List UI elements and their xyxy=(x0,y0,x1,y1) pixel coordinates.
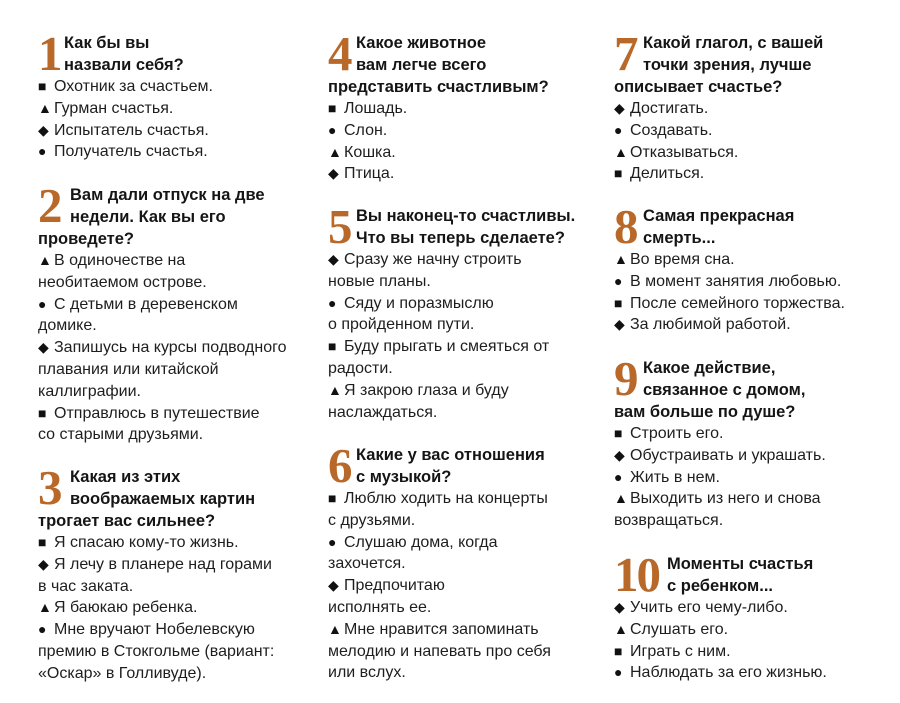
answer-text: Достигать. xyxy=(630,100,709,117)
question-title xyxy=(328,26,598,98)
answer-text: Во время сна. xyxy=(630,251,735,268)
triangle-icon: ▲ xyxy=(38,99,52,116)
question-number: 9 xyxy=(614,351,637,406)
answer-option xyxy=(614,293,894,315)
diamond-icon: ◆ xyxy=(38,555,49,572)
answer-text: необитаемом острове. xyxy=(38,273,207,291)
answer-text: Играть с ним. xyxy=(630,642,731,660)
answer-text: Жить в нем. xyxy=(630,468,720,486)
question-3 xyxy=(38,460,320,685)
question-title xyxy=(328,199,598,254)
triangle-icon: ▲ xyxy=(614,143,628,160)
answer-option xyxy=(38,294,320,338)
answer-list xyxy=(328,98,598,185)
answer-text: Отправлюсь в путешествие xyxy=(54,404,260,422)
triangle-icon: ▲ xyxy=(328,620,342,637)
question-title-line: смерть... xyxy=(643,229,716,247)
question-title-line: трогает вас сильнее? xyxy=(38,512,216,530)
question-header xyxy=(38,178,320,250)
question-title-line: Что вы теперь сделаете? xyxy=(356,229,565,247)
question-5 xyxy=(328,199,598,423)
answer-text: Предпочитаю xyxy=(344,577,445,595)
answer-list xyxy=(614,423,894,532)
triangle-icon: ▲ xyxy=(614,620,628,637)
answer-option xyxy=(328,488,598,532)
answer-option xyxy=(328,380,598,424)
circle-icon: ● xyxy=(614,272,623,289)
answer-option xyxy=(614,142,894,164)
answer-option xyxy=(328,293,598,337)
question-title-line: Самая прекрасная xyxy=(643,207,795,225)
triangle-icon: ▲ xyxy=(38,252,52,268)
answer-text: Я баюкаю ребенка. xyxy=(54,599,198,617)
answer-text: о пройденном пути. xyxy=(328,316,475,334)
question-7 xyxy=(614,26,894,185)
answer-option xyxy=(38,120,320,142)
square-icon: ■ xyxy=(38,404,47,421)
circle-icon: ● xyxy=(38,143,47,160)
answer-option xyxy=(328,163,598,185)
answer-text: Делиться. xyxy=(630,165,705,183)
answer-list xyxy=(38,532,320,685)
answer-text: Испытатель счастья. xyxy=(54,121,209,139)
answer-text: Лошадь. xyxy=(344,100,408,117)
answer-text: Я закрою глаза и буду xyxy=(344,381,509,399)
answer-text: премию в Стокгольме (вариант: xyxy=(38,642,275,660)
answer-option xyxy=(328,142,598,164)
answer-text: Я спасаю кому-то жизнь. xyxy=(54,534,239,551)
answer-option xyxy=(38,98,320,120)
answer-option xyxy=(614,619,894,641)
diamond-icon: ◆ xyxy=(614,599,625,615)
question-header xyxy=(614,547,894,602)
answer-text: Отказываться. xyxy=(630,143,739,161)
answer-text: в час заката. xyxy=(38,577,134,595)
answer-text: Слон. xyxy=(344,121,388,139)
answer-text: Запишусь на курсы подводного xyxy=(54,339,287,357)
triangle-icon: ▲ xyxy=(328,143,342,160)
question-title-line: недели. Как вы его xyxy=(70,208,226,226)
question-title-line: Вам дали отпуск на две xyxy=(70,186,265,204)
question-title-line: Как бы вы xyxy=(64,34,150,52)
diamond-icon: ◆ xyxy=(614,446,625,463)
answer-option xyxy=(38,141,320,163)
question-title-line: описывает счастье? xyxy=(614,78,783,96)
question-title xyxy=(38,460,320,532)
answer-text: В момент занятия любовью. xyxy=(630,272,842,290)
question-1 xyxy=(38,26,320,163)
question-header xyxy=(328,199,598,254)
answer-text: плавания или китайской xyxy=(38,360,219,378)
question-title-line: с музыкой? xyxy=(356,468,452,486)
circle-icon: ● xyxy=(614,468,623,485)
question-header xyxy=(38,26,320,81)
square-icon: ■ xyxy=(328,100,337,116)
question-number: 10 xyxy=(614,547,659,602)
answer-text: с друзьями. xyxy=(328,511,416,529)
answer-text: Я лечу в планере над горами xyxy=(54,555,272,573)
question-2 xyxy=(38,178,320,446)
triangle-icon: ▲ xyxy=(328,381,342,398)
answer-text: или вслух. xyxy=(328,664,406,682)
answer-list xyxy=(614,249,894,336)
answer-text: Гурман счастья. xyxy=(54,99,174,117)
answer-option xyxy=(38,403,320,447)
answer-text: наслаждаться. xyxy=(328,403,438,421)
answer-text: С детьми в деревенском xyxy=(54,295,238,313)
circle-icon: ● xyxy=(328,294,337,311)
answer-list xyxy=(38,76,320,163)
answer-text: Мне вручают Нобелевскую xyxy=(54,621,255,639)
answer-text: Создавать. xyxy=(630,121,713,139)
question-title xyxy=(614,26,894,98)
question-header xyxy=(614,351,894,423)
question-title-line: Какое животное xyxy=(356,34,487,52)
triangle-icon: ▲ xyxy=(38,599,52,616)
diamond-icon: ◆ xyxy=(328,165,339,182)
answer-text: Выходить из него и снова xyxy=(630,490,821,508)
answer-text: мелодию и напевать про себя xyxy=(328,642,551,660)
question-title-line: Моменты счастья xyxy=(667,555,814,573)
diamond-icon: ◆ xyxy=(614,316,625,333)
circle-icon: ● xyxy=(328,533,337,550)
diamond-icon: ◆ xyxy=(38,339,49,356)
triangle-icon: ▲ xyxy=(614,251,628,267)
answer-text: каллиграфии. xyxy=(38,382,141,400)
question-title-line: Какой глагол, с вашей xyxy=(643,34,824,52)
answer-option xyxy=(38,554,320,598)
answer-option xyxy=(614,467,894,489)
circle-icon: ● xyxy=(328,121,337,138)
answer-option xyxy=(38,532,320,554)
answer-text: исполнять ее. xyxy=(328,598,432,616)
answer-text: Слушать его. xyxy=(630,620,729,638)
question-number: 1 xyxy=(38,26,61,81)
question-title-line: вам легче всего xyxy=(356,56,487,74)
answer-text: Мне нравится запоминать xyxy=(344,620,539,638)
answer-option xyxy=(614,423,894,445)
answer-text: Слушаю дома, когда xyxy=(344,533,498,551)
question-8 xyxy=(614,199,894,336)
answer-option xyxy=(328,120,598,142)
question-number: 7 xyxy=(614,26,637,81)
square-icon: ■ xyxy=(328,338,337,355)
answer-option xyxy=(38,619,320,684)
answer-option xyxy=(328,532,598,576)
circle-icon: ● xyxy=(38,295,47,312)
circle-icon: ● xyxy=(614,664,623,681)
answer-option xyxy=(614,445,894,467)
question-6 xyxy=(328,438,598,684)
question-title xyxy=(38,178,320,250)
answer-text: Учить его чему-либо. xyxy=(630,599,788,616)
answer-text: новые планы. xyxy=(328,272,431,290)
question-header xyxy=(328,438,598,493)
square-icon: ■ xyxy=(614,165,623,182)
question-title-line: вам больше по душе? xyxy=(614,403,796,421)
answer-option xyxy=(614,163,894,185)
answer-text: Обустраивать и украшать. xyxy=(630,446,826,464)
question-number: 5 xyxy=(328,199,351,254)
answer-option xyxy=(614,98,894,120)
answer-option xyxy=(328,619,598,684)
answer-text: За любимой работой. xyxy=(630,316,791,334)
circle-icon: ● xyxy=(614,121,623,138)
answer-option xyxy=(614,271,894,293)
question-10 xyxy=(614,547,894,684)
diamond-icon: ◆ xyxy=(38,121,49,138)
question-number: 2 xyxy=(38,178,61,233)
answer-text: Сяду и поразмыслю xyxy=(344,294,494,312)
diamond-icon: ◆ xyxy=(328,577,339,594)
answer-option xyxy=(614,641,894,663)
question-number: 8 xyxy=(614,199,637,254)
answer-list xyxy=(328,249,598,423)
answer-option xyxy=(38,76,320,98)
question-header xyxy=(614,26,894,98)
answer-list xyxy=(614,98,894,185)
question-number: 4 xyxy=(328,26,351,81)
square-icon: ■ xyxy=(328,490,337,506)
question-header xyxy=(614,199,894,254)
answer-text: Сразу же начну строить xyxy=(344,251,522,268)
answer-option xyxy=(328,249,598,293)
circle-icon: ● xyxy=(38,621,47,638)
question-title-line: представить счастливым? xyxy=(328,78,549,96)
question-title-line: Какое действие, xyxy=(643,359,776,377)
question-header xyxy=(328,26,598,98)
answer-text: возвращаться. xyxy=(614,512,724,530)
answer-list xyxy=(38,250,320,446)
answer-text: Наблюдать за его жизнью. xyxy=(630,664,827,682)
answer-list xyxy=(614,597,894,684)
answer-option xyxy=(614,120,894,142)
question-title xyxy=(328,438,598,493)
diamond-icon: ◆ xyxy=(614,100,625,116)
answer-text: После семейного торжества. xyxy=(630,294,845,312)
answer-option xyxy=(328,575,598,619)
square-icon: ■ xyxy=(38,78,47,94)
question-title xyxy=(614,199,894,254)
answer-option xyxy=(328,98,598,120)
answer-text: захочется. xyxy=(328,555,406,573)
answer-text: «Оскар» в Голливуде). xyxy=(38,664,207,682)
question-title-line: Вы наконец-то счастливы. xyxy=(356,207,576,225)
square-icon: ■ xyxy=(614,642,623,659)
answer-option xyxy=(328,336,598,380)
question-title xyxy=(614,351,894,423)
answer-text: Птица. xyxy=(344,165,395,183)
answer-text: радости. xyxy=(328,359,393,377)
question-title-line: Какая из этих xyxy=(70,468,181,486)
answer-text: Люблю ходить на концерты xyxy=(344,490,548,507)
question-title-line: с ребенком... xyxy=(667,577,773,595)
answer-text: Строить его. xyxy=(630,425,724,442)
question-title-line: проведете? xyxy=(38,230,134,248)
answer-option xyxy=(38,597,320,619)
answer-option xyxy=(614,249,894,271)
square-icon: ■ xyxy=(38,534,47,550)
answer-text: со старыми друзьями. xyxy=(38,426,204,444)
answer-text: Получатель счастья. xyxy=(54,143,208,161)
answer-text: домике. xyxy=(38,317,97,335)
question-title-line: назвали себя? xyxy=(64,56,184,74)
answer-list xyxy=(328,488,598,684)
answer-text: Буду прыгать и смеяться от xyxy=(344,338,550,356)
answer-option xyxy=(38,337,320,402)
question-header xyxy=(38,460,320,532)
answer-option xyxy=(38,250,320,294)
question-title-line: точки зрения, лучше xyxy=(643,56,812,74)
question-9 xyxy=(614,351,894,532)
answer-text: В одиночестве на xyxy=(54,252,186,269)
question-number: 3 xyxy=(38,460,61,515)
question-title-line: Какие у вас отношения xyxy=(356,446,545,464)
question-title xyxy=(38,26,320,81)
answer-option xyxy=(614,662,894,684)
question-title-line: связанное с домом, xyxy=(643,381,806,399)
square-icon: ■ xyxy=(614,425,623,441)
question-number: 6 xyxy=(328,438,351,493)
triangle-icon: ▲ xyxy=(614,490,628,507)
answer-option xyxy=(614,314,894,336)
question-title-line: воображаемых картин xyxy=(70,490,256,508)
question-4 xyxy=(328,26,598,185)
answer-option xyxy=(614,488,894,532)
answer-text: Кошка. xyxy=(344,143,396,161)
square-icon: ■ xyxy=(614,294,623,311)
diamond-icon: ◆ xyxy=(328,251,339,267)
answer-text: Охотник за счастьем. xyxy=(54,78,213,95)
